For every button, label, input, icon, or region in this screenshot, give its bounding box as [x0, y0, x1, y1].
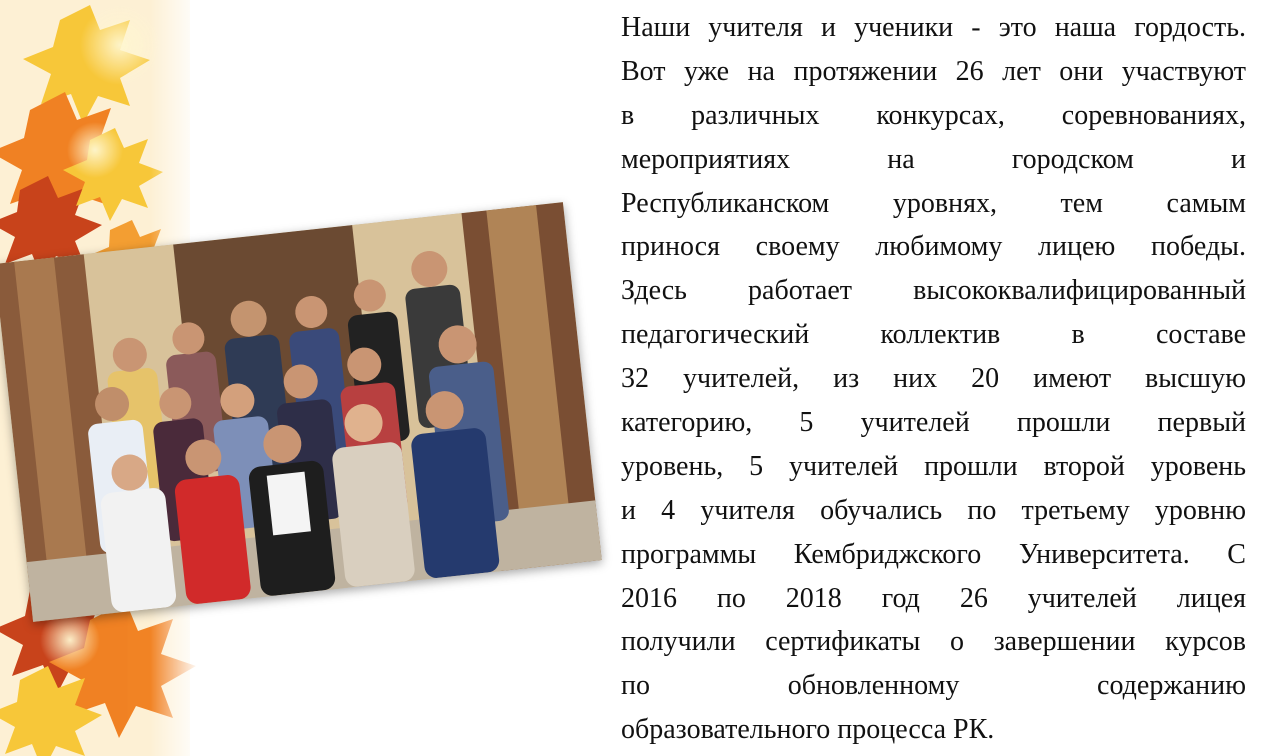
- text-line: принося своему любимому лицею победы.: [621, 231, 1246, 263]
- text-line: категорию, 5 учителей прошли первый: [621, 407, 1246, 439]
- text-line: Здесь работает высококвалифицированный: [621, 275, 1246, 307]
- text-line: 2016 по 2018 год 26 учителей лицея: [621, 582, 1246, 614]
- text-line: Республиканском уровнях, тем самым: [621, 187, 1246, 219]
- text-line: получили сертификаты о завершении курсов: [621, 626, 1246, 658]
- text-line: уровень, 5 учителей прошли второй уровень: [621, 450, 1246, 482]
- text-line: по обновленному содержанию: [621, 670, 1246, 702]
- text-line: программы Кембриджского Университета. С: [621, 538, 1246, 570]
- text-line: педагогический коллектив в составе: [621, 319, 1246, 351]
- text-line: и 4 учителя обучались по третьему уровню: [621, 494, 1246, 526]
- text-line: Вот уже на протяжении 26 лет они участвуют: [621, 55, 1246, 87]
- text-line: образовательного процесса РК.: [621, 714, 995, 746]
- text-line: в различных конкурсах, соревнованиях,: [621, 99, 1246, 131]
- text-line: мероприятиях на городском и: [621, 143, 1246, 175]
- group-photo: [0, 202, 602, 622]
- description-paragraph: [621, 6, 1246, 752]
- text-line: Наши учителя и ученики - это наша гордость.: [621, 12, 1246, 43]
- text-line: 32 учителей, из них 20 имеют высшую: [621, 363, 1246, 395]
